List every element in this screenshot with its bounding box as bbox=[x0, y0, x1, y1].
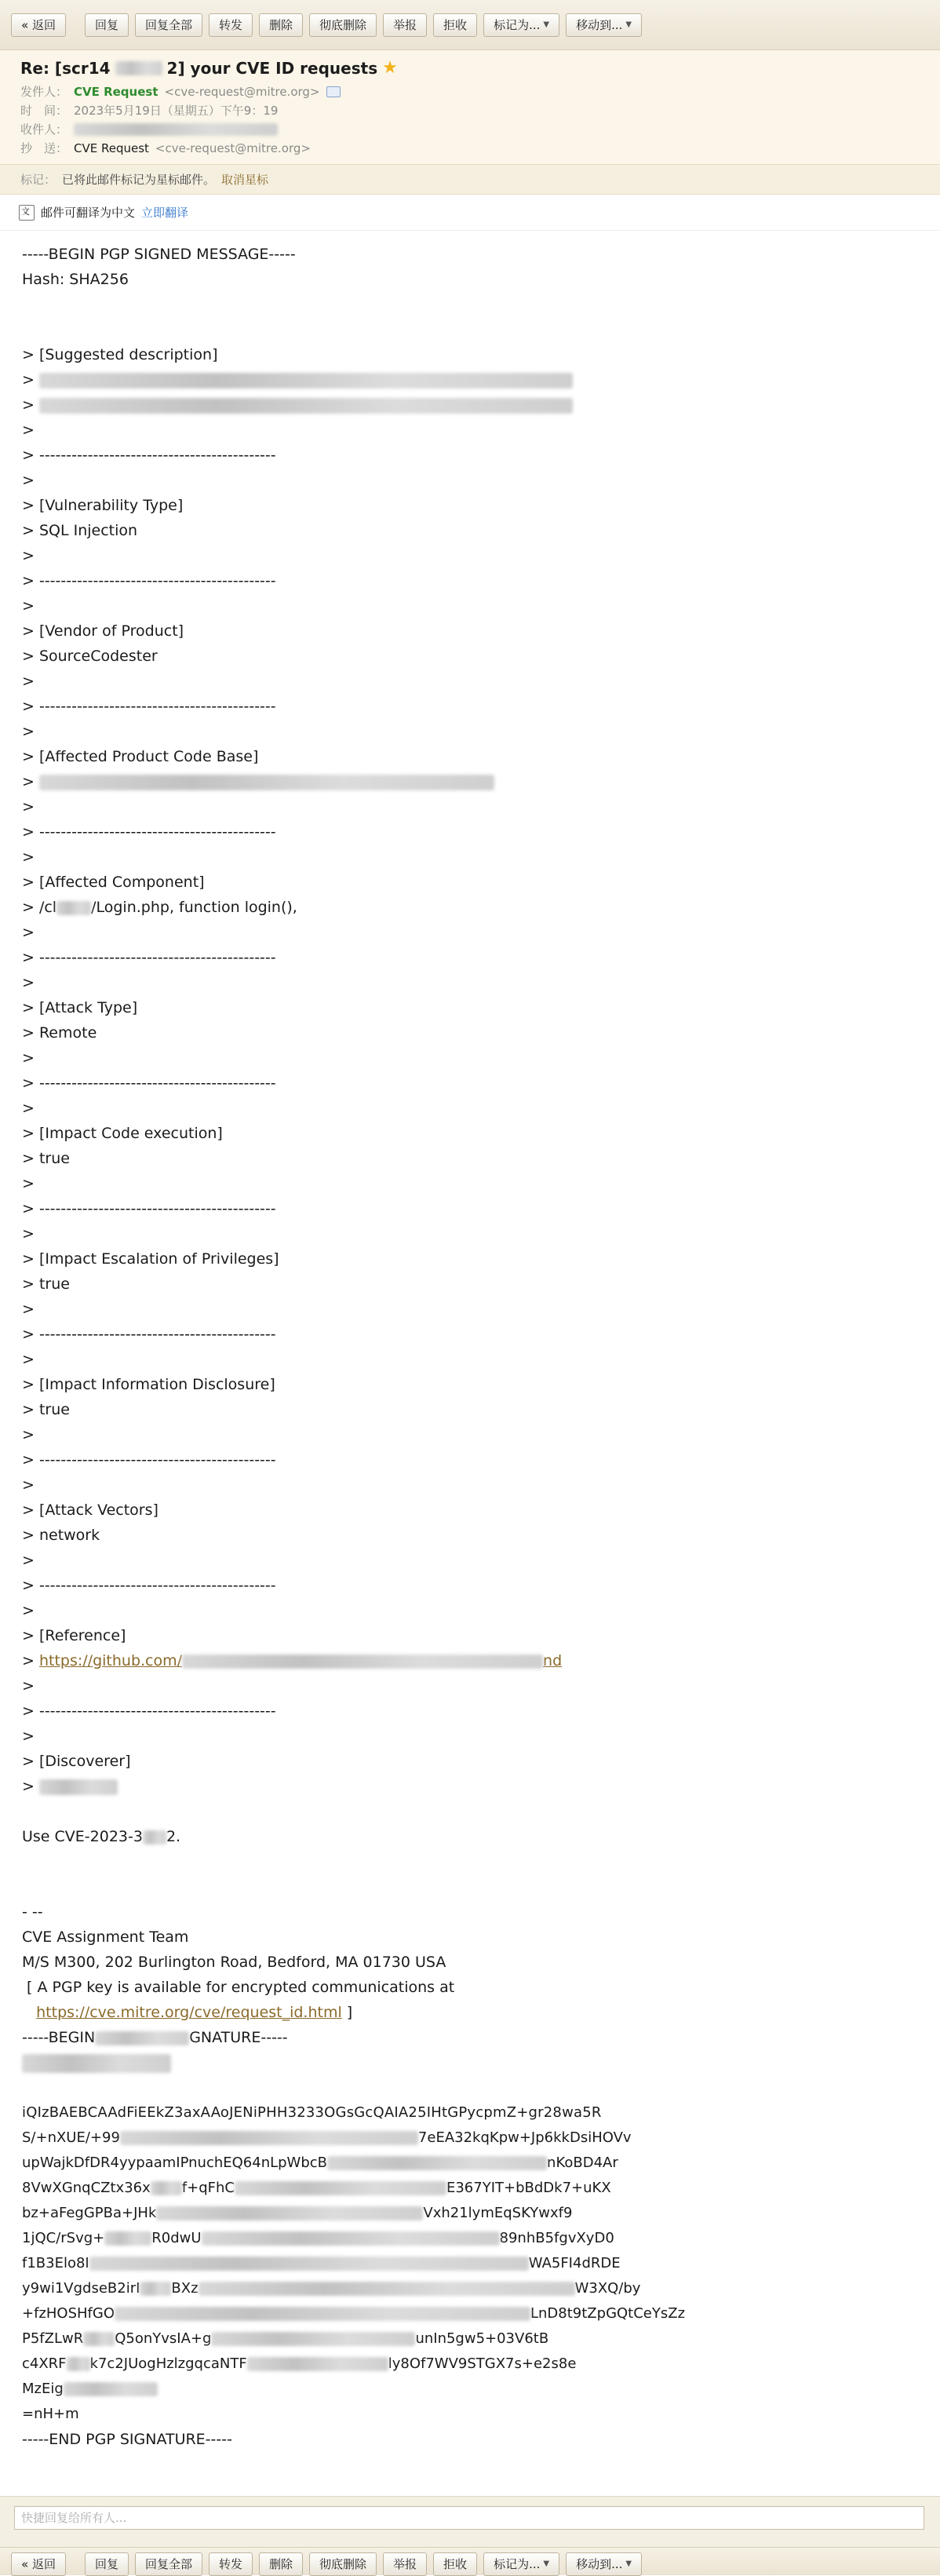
redacted-recipient bbox=[74, 123, 278, 136]
discoverer-heading: > [Discoverer] bbox=[22, 1753, 131, 1770]
team-line: CVE Assignment Team bbox=[22, 1928, 189, 1946]
signature-line: +fzHOSHfGO LnD8t9tZpGQtCeYsZz bbox=[22, 2305, 686, 2322]
reject-button[interactable]: 拒收 bbox=[433, 13, 477, 37]
redacted-discoverer bbox=[39, 1779, 118, 1795]
separator-line: > -------------------------------------------- bbox=[22, 1200, 276, 1217]
subject-prefix: Re: [scr14 bbox=[20, 58, 111, 78]
redacted-link bbox=[182, 1655, 543, 1669]
sender-address: <cve-request@mitre.org> bbox=[164, 85, 320, 99]
pgp-note-line: [ A PGP key is available for encrypted communications at bbox=[27, 1979, 455, 1996]
reference-heading: > [Reference] bbox=[22, 1627, 126, 1644]
signature-dash: - -- bbox=[22, 1903, 43, 1921]
quote-marker: > bbox=[22, 597, 35, 615]
mark-as-label: 标记为... bbox=[494, 2557, 541, 2571]
mark-as-dropdown[interactable] bbox=[483, 2552, 559, 2576]
delete-button[interactable]: 删除 bbox=[259, 2552, 303, 2576]
attack-vectors-value: > network bbox=[22, 1527, 100, 1544]
bottom-toolbar bbox=[0, 2547, 940, 2575]
top-toolbar bbox=[0, 0, 940, 50]
chevron-down-icon: ▼ bbox=[625, 20, 632, 29]
from-row bbox=[20, 82, 920, 101]
separator-line: > -------------------------------------------- bbox=[22, 1075, 276, 1092]
reference-value: > https://github.com/ nd bbox=[22, 1652, 563, 1669]
quoted-line: > bbox=[22, 392, 918, 418]
flag-bar bbox=[0, 165, 940, 195]
sender-name[interactable]: CVE Request bbox=[74, 85, 158, 99]
flag-label: 标记： bbox=[20, 173, 56, 187]
begin-signature-line: -----BEGIN GNATURE----- bbox=[22, 2029, 288, 2046]
signature-line: MzEig bbox=[22, 2377, 918, 2402]
move-to-label: 移动到... bbox=[576, 17, 623, 32]
translate-text: 邮件可翻译为中文 bbox=[41, 206, 136, 220]
impact-info-heading: > [Impact Information Disclosure] bbox=[22, 1376, 275, 1393]
quote-marker: > bbox=[22, 547, 35, 564]
pgp-signature-block bbox=[22, 2100, 918, 2452]
vulnerability-type-value: > SQL Injection bbox=[22, 522, 138, 539]
cc-name[interactable]: CVE Request bbox=[74, 141, 149, 155]
report-button[interactable]: 举报 bbox=[383, 2552, 427, 2576]
signature-line: P5fZLwR Q5onYvsIA+g unIn5gw5+03V6tB bbox=[22, 2330, 549, 2347]
quote-marker: > bbox=[22, 1552, 35, 1569]
separator-line: > -------------------------------------------- bbox=[22, 1577, 276, 1594]
use-cve-line: Use CVE-2023-3 2. bbox=[22, 1828, 181, 1845]
translate-now-link[interactable]: 立即翻译 bbox=[141, 206, 189, 220]
pgp-url-link[interactable]: https://cve.mitre.org/cve/request_id.html bbox=[36, 2004, 342, 2021]
separator-line: > -------------------------------------------- bbox=[22, 823, 276, 841]
quote-marker: > bbox=[22, 1426, 35, 1443]
quote-marker: > bbox=[22, 1175, 35, 1192]
quote-marker: > bbox=[22, 723, 35, 740]
affected-component-heading: > [Affected Component] bbox=[22, 874, 205, 891]
signature-blur-line bbox=[22, 2050, 918, 2075]
forward-button[interactable]: 转发 bbox=[209, 13, 253, 37]
time-row bbox=[20, 101, 920, 120]
translate-bar bbox=[0, 195, 940, 231]
quote-marker: > bbox=[22, 924, 35, 941]
pgp-url-line: https://cve.mitre.org/cve/request_id.html ] bbox=[36, 2004, 353, 2021]
move-to-dropdown[interactable] bbox=[566, 2552, 642, 2576]
impact-code-heading: > [Impact Code execution] bbox=[22, 1125, 223, 1142]
reply-all-button[interactable]: 回复全部 bbox=[135, 2552, 202, 2576]
chevron-down-icon: ▼ bbox=[625, 2560, 632, 2568]
discoverer-value: > bbox=[22, 1774, 918, 1799]
affected-component-value: > /cl /Login.php, function login(), bbox=[22, 899, 297, 916]
redacted-block bbox=[56, 901, 91, 915]
redacted-block bbox=[22, 2054, 171, 2073]
impact-privileges-value: > true bbox=[22, 1275, 70, 1293]
delete-permanent-button[interactable]: 彻底删除 bbox=[309, 13, 377, 37]
quoted-line: > bbox=[22, 367, 918, 392]
mark-as-label: 标记为... bbox=[494, 17, 541, 32]
signature-line: 8VwXGnqCZtx36x f+qFhC E367YIT+bBdDk7+uKX bbox=[22, 2180, 611, 2196]
separator-line: > -------------------------------------------- bbox=[22, 1326, 276, 1343]
impact-code-value: > true bbox=[22, 1150, 70, 1167]
reply-button[interactable]: 回复 bbox=[85, 13, 129, 37]
signature-end-checksum: =nH+m bbox=[22, 2406, 79, 2422]
quote-marker: > bbox=[22, 421, 35, 439]
signature-line: S/+nXUE/+99 7eEA32kqKpw+Jp6kkDsiHOVv bbox=[22, 2129, 632, 2146]
quote-marker: > bbox=[22, 1225, 35, 1242]
pgp-end-line: -----END PGP SIGNATURE----- bbox=[22, 2431, 232, 2448]
back-button[interactable]: « 返回 bbox=[11, 2552, 66, 2576]
chevron-down-icon: ▼ bbox=[543, 2560, 550, 2568]
subject-suffix: 2] your CVE ID requests bbox=[166, 58, 378, 78]
redacted-block bbox=[143, 1830, 166, 1844]
hash-line: Hash: SHA256 bbox=[22, 271, 129, 288]
redacted-description bbox=[39, 373, 573, 389]
signature-line: c4XRF k7c2JUogHzlzgqcaNTF ly8Of7WV9STGX7s+e2s8e bbox=[22, 2355, 577, 2372]
address-line: M/S M300, 202 Burlington Road, Bedford, MA 01730 USA bbox=[22, 1954, 446, 1971]
time-value: 2023年5月19日（星期五）下午9：19 bbox=[74, 104, 279, 118]
mail-body bbox=[0, 231, 940, 2452]
to-row bbox=[20, 120, 920, 139]
signature-line: upWajkDfDR4yypaamIPnuchEQ64nLpWbcB nKoBD4Ar bbox=[22, 2155, 618, 2171]
quote-marker: > bbox=[22, 1602, 35, 1619]
suggested-description-heading: > [Suggested description] bbox=[22, 346, 218, 363]
delete-button[interactable]: 删除 bbox=[259, 13, 303, 37]
from-label: 发件人： bbox=[20, 85, 68, 99]
reply-all-button[interactable]: 回复全部 bbox=[135, 13, 202, 37]
quick-reply-bar bbox=[0, 2496, 940, 2549]
separator-line: > -------------------------------------------- bbox=[22, 572, 276, 589]
signature-line: bz+aFegGPBa+JHk Vxh21lymEqSKYwxf9 bbox=[22, 2205, 573, 2221]
impact-privileges-heading: > [Impact Escalation of Privileges] bbox=[22, 1250, 279, 1268]
signature-line: f1B3Elo8I WA5FI4dRDE bbox=[22, 2255, 621, 2271]
reference-link[interactable]: https://github.com/ nd bbox=[38, 1652, 563, 1669]
separator-line: > -------------------------------------------- bbox=[22, 949, 276, 966]
attack-type-value: > Remote bbox=[22, 1024, 97, 1042]
redacted-description bbox=[39, 398, 573, 414]
quote-marker: > bbox=[22, 1677, 35, 1695]
back-button[interactable]: « 返回 bbox=[11, 13, 66, 37]
quote-marker: > bbox=[22, 848, 35, 866]
signature-line: y9wi1VgdseB2irI BXz W3XQ/by bbox=[22, 2280, 641, 2297]
to-label: 收件人： bbox=[20, 122, 68, 137]
separator-line: > -------------------------------------------- bbox=[22, 698, 276, 715]
vulnerability-type-heading: > [Vulnerability Type] bbox=[22, 497, 184, 514]
mail-subject bbox=[20, 58, 920, 78]
translate-icon: 文 bbox=[19, 205, 35, 221]
separator-line: > -------------------------------------------- bbox=[22, 1702, 276, 1720]
impact-info-value: > true bbox=[22, 1401, 70, 1418]
quote-marker: > bbox=[22, 1301, 35, 1318]
quote-marker: > bbox=[22, 974, 35, 991]
reject-button[interactable]: 拒收 bbox=[433, 2552, 477, 2576]
cc-row bbox=[20, 139, 920, 158]
move-to-label: 移动到... bbox=[576, 2557, 623, 2571]
contact-card-icon[interactable] bbox=[326, 86, 341, 97]
separator-line: > -------------------------------------------- bbox=[22, 447, 276, 464]
mail-header bbox=[0, 50, 940, 165]
vendor-value: > SourceCodester bbox=[22, 648, 158, 665]
report-button[interactable]: 举报 bbox=[383, 13, 427, 37]
forward-button[interactable]: 转发 bbox=[209, 2552, 253, 2576]
quoted-line: > bbox=[22, 769, 918, 794]
star-icon[interactable]: ★ bbox=[382, 58, 398, 78]
delete-permanent-button[interactable]: 彻底删除 bbox=[309, 2552, 377, 2576]
quick-reply-input[interactable]: 快捷回复给所有人... bbox=[14, 2506, 924, 2530]
cancel-star-link[interactable]: 取消星标 bbox=[221, 173, 269, 187]
signature-line: 1jQC/rSvg+ R0dwU 89nhB5fgvXyD0 bbox=[22, 2230, 614, 2246]
quote-marker: > bbox=[22, 673, 35, 690]
redacted-block bbox=[95, 2031, 189, 2045]
cc-label: 抄 送： bbox=[20, 141, 68, 155]
quote-marker: > bbox=[22, 1476, 35, 1494]
chevron-down-icon: ▼ bbox=[543, 20, 550, 29]
mark-as-dropdown[interactable] bbox=[483, 13, 559, 37]
attack-vectors-heading: > [Attack Vectors] bbox=[22, 1501, 158, 1519]
quote-marker: > bbox=[22, 798, 35, 815]
pgp-begin-line: -----BEGIN PGP SIGNED MESSAGE----- bbox=[22, 246, 296, 263]
cc-address: <cve-request@mitre.org> bbox=[155, 141, 311, 155]
attack-type-heading: > [Attack Type] bbox=[22, 999, 138, 1016]
quote-marker: > bbox=[22, 1728, 35, 1745]
signature-line: iQIzBAEBCAAdFiEEkZ3axAAoJENiPHH3233OGsGcQAIA25IHtGPycpmZ+gr28wa5R bbox=[22, 2104, 602, 2121]
redacted-block bbox=[115, 61, 162, 75]
reply-button[interactable]: 回复 bbox=[85, 2552, 129, 2576]
quote-marker: > bbox=[22, 1100, 35, 1117]
time-label: 时 间： bbox=[20, 104, 68, 118]
affected-code-base-heading: > [Affected Product Code Base] bbox=[22, 748, 259, 765]
move-to-dropdown[interactable] bbox=[566, 13, 642, 37]
flag-text: 已将此邮件标记为星标邮件。 bbox=[62, 173, 216, 187]
separator-line: > -------------------------------------------- bbox=[22, 1451, 276, 1469]
quote-marker: > bbox=[22, 1351, 35, 1368]
redacted-code-base bbox=[39, 775, 494, 790]
quote-marker: > bbox=[22, 472, 35, 489]
quote-marker: > bbox=[22, 1049, 35, 1067]
vendor-heading: > [Vendor of Product] bbox=[22, 622, 184, 640]
